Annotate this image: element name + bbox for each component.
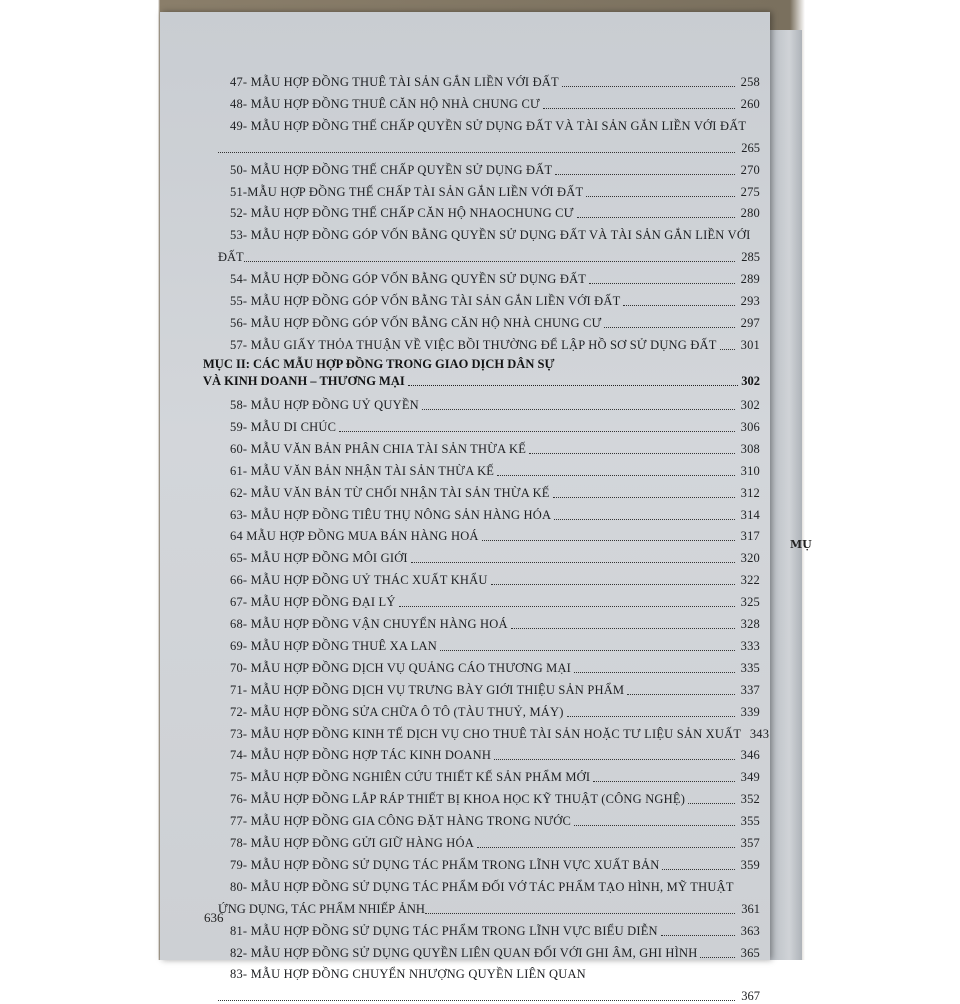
section-page: 302 [741,373,760,388]
toc-entry [230,337,760,353]
toc-entry-title: 53- MẪU HỢP ĐỒNG GÓP VỐN BẰNG QUYỀN SỬ DỤNG ĐẤT VÀ TÀI SẢN GẮN LIỀN VỚI [230,228,751,243]
toc-entry-title: 80- MẪU HỢP ĐỒNG SỬ DỤNG TÁC PHẨM ĐỐI VỚ TÁC PHẨM TẠO HÌNH, MỸ THUẬT [230,879,734,894]
toc-entry [230,791,760,807]
next-page-edge [770,30,802,960]
toc-entry-page: 357 [740,836,760,851]
toc-entry [230,879,760,895]
dot-leader [554,518,735,520]
toc-entry-title: 76- MẪU HỢP ĐỒNG LẮP RÁP THIẾT BỊ KHOA HỌC KỸ THUẬT (CÔNG NGHỆ) [230,792,686,807]
dot-leader [553,496,735,498]
toc-entry [230,118,760,134]
toc-entry-title: 57- MẪU GIẤY THỎA THUẬN VỀ VIỆC BỒI THƯỜNG ĐỂ LẬP HỒ SƠ SỬ DỤNG ĐẤT [230,337,717,352]
toc-entry-page: 365 [740,945,760,960]
page-number: 636 [204,910,224,925]
dot-leader [529,452,735,454]
dot-leader [339,430,735,432]
toc-entry [230,813,760,829]
dot-leader [574,824,735,826]
toc-entry-title: 74- MẪU HỢP ĐỒNG HỢP TÁC KINH DOANH [230,748,492,763]
toc-entry [230,507,760,523]
toc-entry-page: 367 [741,989,760,1004]
toc-entry-title: 71- MẪU HỢP ĐỒNG DỊCH VỤ TRƯNG BÀY GIỚI THIỆU SẢN PHẨM [230,682,625,697]
toc-entry-page: 275 [740,184,760,199]
toc-entry-page: 285 [741,250,760,265]
toc-entry-page: 312 [740,485,760,500]
toc-entry-title: 78- MẪU HỢP ĐỒNG GỬI GIỮ HÀNG HÓA [230,836,474,851]
toc-entry-title: 67- MẪU HỢP ĐỒNG ĐẠI LÝ [230,595,396,610]
toc-entry-title: 75- MẪU HỢP ĐỒNG NGHIÊN CỨU THIẾT KẾ SẢN PHẨM MỚI [230,770,591,785]
toc-entry-page: 363 [740,923,760,938]
toc-entry-page: 343 [749,726,770,741]
toc-entry-title: 48- MẪU HỢP ĐỒNG THUÊ CĂN HỘ NHÀ CHUNG CƯ [230,96,540,111]
toc-entry-page: 339 [740,704,760,719]
toc-entry [230,966,760,982]
toc-entry [230,315,760,331]
dot-leader [593,780,735,782]
dot-leader [218,1000,735,1001]
toc-entry-page: 352 [740,792,760,807]
toc-entry-page: 293 [740,294,760,308]
toc-entry [230,682,760,698]
toc-entry-title: 77- MẪU HỢP ĐỒNG GIA CÔNG ĐẶT HÀNG TRONG NƯỚC [230,814,572,829]
toc-entry [230,704,760,720]
section-heading-line2 [203,373,760,389]
toc-entry-title: 55- MẪU HỢP ĐỒNG GÓP VỐN BẰNG TÀI SẢN GẮN LIỀN VỚI ĐẤT [230,294,621,308]
dot-leader [577,216,735,218]
toc-entry-title: 63- MẪU HỢP ĐỒNG TIÊU THỤ NÔNG SẢN HÀNG HÓA [230,507,552,522]
toc-entry-page: 260 [740,96,760,111]
toc-entry [230,769,760,785]
toc-entry-page: 280 [740,206,760,221]
dot-leader [491,583,735,585]
dot-leader [574,671,735,673]
toc-entry-page: 333 [740,638,760,653]
section-heading-line1: MỤC II: CÁC MẪU HỢP ĐỒNG TRONG GIAO DỊCH DÂN SỰ [203,356,555,371]
dot-leader [627,693,735,695]
dot-leader [543,107,735,109]
toc-entry-continuation [218,901,760,917]
toc-entry [230,747,760,763]
toc-entry-title: 47- MẪU HỢP ĐỒNG THUÊ TÀI SẢN GẮN LIỀN VỚI ĐẤT [230,75,559,89]
toc-entry-title: 72- MẪU HỢP ĐỒNG SỬA CHỮA Ô TÔ (TÀU THUỶ, MÁY) [230,704,564,719]
toc-entry-continuation [218,249,760,265]
toc-entry-page: 325 [740,595,760,610]
toc-entry [230,594,760,610]
toc-entry-page: 349 [740,770,760,785]
dot-leader [482,539,735,541]
toc-entry [230,572,760,588]
toc-entry-continuation [218,140,760,156]
toc-entry [230,726,770,742]
toc-entry-title: 81- MẪU HỢP ĐỒNG SỬ DỤNG TÁC PHẨM TRONG LĨNH VỰC BIỂU DIỄN [230,923,658,938]
toc-entry-page: 337 [740,682,760,697]
toc-entry-title: 64 MẪU HỢP ĐỒNG MUA BÁN HÀNG HOÁ [230,529,479,544]
toc-entry [230,923,760,939]
toc-entry [230,857,760,873]
toc-entry [230,528,760,544]
toc-entry-page: 335 [740,660,760,675]
section-heading [203,357,760,389]
toc-entry-page: 322 [740,573,760,588]
toc-entry-page: 302 [740,398,760,413]
dot-leader [555,173,735,175]
toc-entry [230,397,760,413]
toc-entry [230,616,760,632]
toc-entry-title: 52- MẪU HỢP ĐỒNG THẾ CHẤP CĂN HỘ NHAOCHUNG CƯ [230,206,574,221]
toc-entry [230,419,760,435]
toc-entry-title: 50- MẪU HỢP ĐỒNG THẾ CHẤP QUYỀN SỬ DỤNG ĐẤT [230,162,553,177]
toc-entry-page: 328 [740,617,760,632]
book-page [160,12,770,1004]
toc-entry-page: 310 [740,463,760,478]
toc-entry-title: 66- MẪU HỢP ĐỒNG UỶ THÁC XUẤT KHẨU [230,573,488,588]
toc-entry-title: 82- MẪU HỢP ĐỒNG SỬ DỤNG QUYỀN LIÊN QUAN ĐỐI VỚI GHI ÂM, GHI HÌNH [230,945,698,960]
toc-entry [230,293,760,309]
toc-entry-title: 58- MẪU HỢP ĐỒNG UỶ QUYỀN [230,398,419,413]
toc-entry-page: 355 [740,814,760,829]
toc-entry [230,441,760,457]
toc-entry [230,945,760,961]
dot-leader [399,605,735,607]
toc-entry [230,184,760,200]
toc-entry-continuation [218,988,760,1004]
dot-leader [497,474,735,476]
toc-entry-title: 54- MẪU HỢP ĐỒNG GÓP VỐN BẰNG QUYỀN SỬ DỤNG ĐẤT [230,272,587,287]
toc-entry-page: 346 [740,748,760,763]
toc-entry-title: 70- MẪU HỢP ĐỒNG DỊCH VỤ QUẢNG CÁO THƯƠNG MẠI [230,660,572,675]
dot-leader [408,385,739,386]
toc-entry [230,227,760,243]
toc-entry [230,638,760,654]
toc-entry-page: 320 [740,551,760,566]
toc-entry-page: 301 [740,337,760,352]
toc-entry [230,162,760,178]
toc-entry-page: 270 [740,162,760,177]
dot-leader [662,868,735,870]
dot-leader [440,649,735,651]
toc-entry [230,463,760,479]
toc-entry [230,835,760,851]
toc-entry-page: 289 [740,272,760,287]
toc-entry [230,271,760,287]
toc-entry [230,485,760,501]
dot-leader [720,348,735,350]
toc-entry-title: 59- MẪU DI CHÚC [230,419,337,434]
toc-entry [230,74,760,90]
toc-entry [230,550,760,566]
dot-leader [494,758,735,760]
dot-leader [411,561,735,563]
dot-leader [623,304,735,306]
dot-leader [661,934,735,936]
toc-entry-title: 65- MẪU HỢP ĐỒNG MÔI GIỚI [230,551,408,566]
continuation-text: ĐẤT [218,250,244,265]
toc-entry-title: 62- MẪU VĂN BẢN TỪ CHỐI NHẬN TÀI SẢN THỪA KẾ [230,485,550,500]
toc-entry-title: 60- MẪU VĂN BẢN PHÂN CHIA TÀI SẢN THỪA KẾ [230,441,527,456]
toc-entry-page: 361 [741,901,760,916]
dot-leader [604,326,735,328]
dot-leader [244,261,735,262]
toc-entry [230,205,760,221]
section-heading-line2-text: VÀ KINH DOANH – THƯƠNG MẠI [203,373,405,388]
toc-entry-page: 317 [740,529,760,544]
toc-entry-title: 79- MẪU HỢP ĐỒNG SỬ DỤNG TÁC PHẨM TRONG LĨNH VỰC XUẤT BẢN [230,857,660,872]
next-page-fragment: MỤ [790,538,812,551]
toc-entry-page: 359 [740,857,760,872]
toc-entry-page: 258 [740,75,760,89]
continuation-text: ỨNG DỤNG, TÁC PHẨM NHIẾP ẢNH [218,901,425,916]
dot-leader [589,282,735,284]
dot-leader [218,152,735,153]
toc-entry-title: 49- MẪU HỢP ĐỒNG THẾ CHẤP QUYỀN SỬ DỤNG ĐẤT VÀ TÀI SẢN GẮN LIỀN VỚI ĐẤT [230,118,747,133]
toc-entry-title: 83- MẪU HỢP ĐỒNG CHUYỂN NHƯỢNG QUYỀN LIÊN QUAN [230,967,586,982]
dot-leader [567,715,735,717]
dot-leader [422,408,735,410]
toc-entry-title: 68- MẪU HỢP ĐỒNG VẬN CHUYỂN HÀNG HOÁ [230,617,508,632]
toc-entry-title: 73- MẪU HỢP ĐỒNG KINH TẾ DỊCH VỤ CHO THUÊ TÀI SẢN HOẶC TƯ LIỆU SẢN XUẤT [230,726,742,741]
dot-leader [477,846,735,848]
toc-entry [230,96,760,112]
toc-entry-page: 314 [740,507,760,522]
dot-leader [562,85,735,87]
toc-entry [230,660,760,676]
toc-entry-title: 69- MẪU HỢP ĐỒNG THUÊ XA LAN [230,638,437,653]
toc-entry-page: 297 [740,315,760,330]
toc-entry-title: 61- MẪU VĂN BẢN NHẬN TÀI SẢN THỪA KẾ [230,463,495,478]
toc-entry-page: 306 [740,419,760,434]
dot-leader [688,802,735,804]
dot-leader [700,956,735,958]
toc-entry-title: 51-MẪU HỢP ĐỒNG THẾ CHẤP TÀI SẢN GẮN LIỀN VỚI ĐẤT [230,184,584,199]
toc-entry-page: 265 [741,140,760,155]
dot-leader [511,627,735,629]
toc-entry-title: 56- MẪU HỢP ĐỒNG GÓP VỐN BẰNG CĂN HỘ NHÀ CHUNG CƯ [230,315,602,330]
dot-leader [586,195,735,197]
dot-leader [425,913,735,914]
toc-entry-page: 308 [740,441,760,456]
